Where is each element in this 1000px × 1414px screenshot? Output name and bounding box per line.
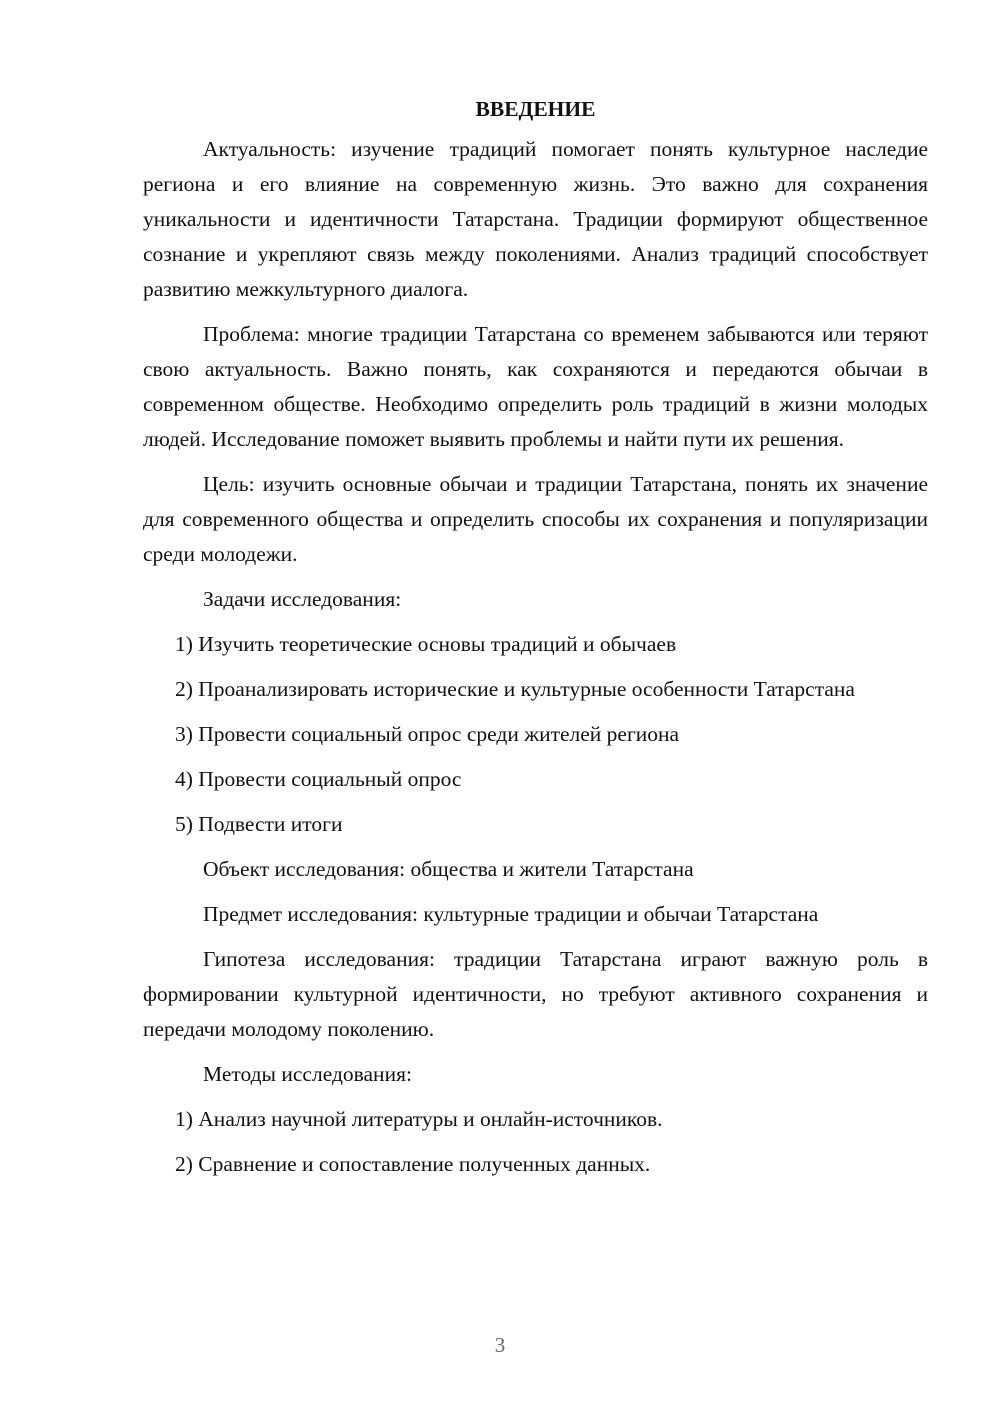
page-title: ВВЕДЕНИЕ [475, 97, 596, 121]
method-item: 2) Сравнение и сопоставление полученных данных. [175, 1152, 651, 1176]
subject-paragraph: Предмет исследования: культурные традиции и обычаи Татарстана [203, 902, 819, 926]
task-item: 1) Изучить теоретические основы традиций и обычаев [175, 632, 677, 656]
method-item: 1) Анализ научной литературы и онлайн-источников. [175, 1107, 663, 1131]
task-item: 2) Проанализировать исторические и культурные особенности Татарстана [175, 677, 855, 701]
hypothesis-paragraph: Гипотеза исследования: традиции Татарстана играют важную роль в формировании культурной идентичности, но требуют активного сохранения и передачи молодому поколению. [143, 947, 928, 1041]
page-content [143, 92, 928, 1182]
actuality-paragraph: Актуальность: изучение традиций помогает понять культурное наследие региона и его влияние на современную жизнь. Это важно для сохранения уникальности и идентичности Татарстана. Традиции формируют общественное сознание и укрепляют связь между поколениями. Анализ традиций способствует развитию межкультурного диалога. [143, 137, 928, 301]
page-number: 3 [494, 1333, 506, 1357]
tasks-heading: Задачи исследования: [203, 587, 402, 611]
methods-heading: Методы исследования: [203, 1062, 412, 1086]
problem-paragraph: Проблема: многие традиции Татарстана со временем забываются или теряют свою актуальность. Важно понять, как сохраняются и передаются обычаи в современном обществе. Необходимо определить роль традиций в жизни молодых людей. Исследование поможет выявить проблемы и найти пути их решения. [143, 322, 928, 451]
object-paragraph: Объект исследования: общества и жители Татарстана [203, 857, 694, 881]
goal-paragraph: Цель: изучить основные обычаи и традиции Татарстана, понять их значение для современного общества и определить способы их сохранения и популяризации среди молодежи. [143, 472, 928, 566]
task-item: 5) Подвести итоги [175, 812, 343, 836]
task-item: 4) Провести социальный опрос [175, 767, 462, 791]
task-item: 3) Провести социальный опрос среди жителей региона [175, 722, 680, 746]
